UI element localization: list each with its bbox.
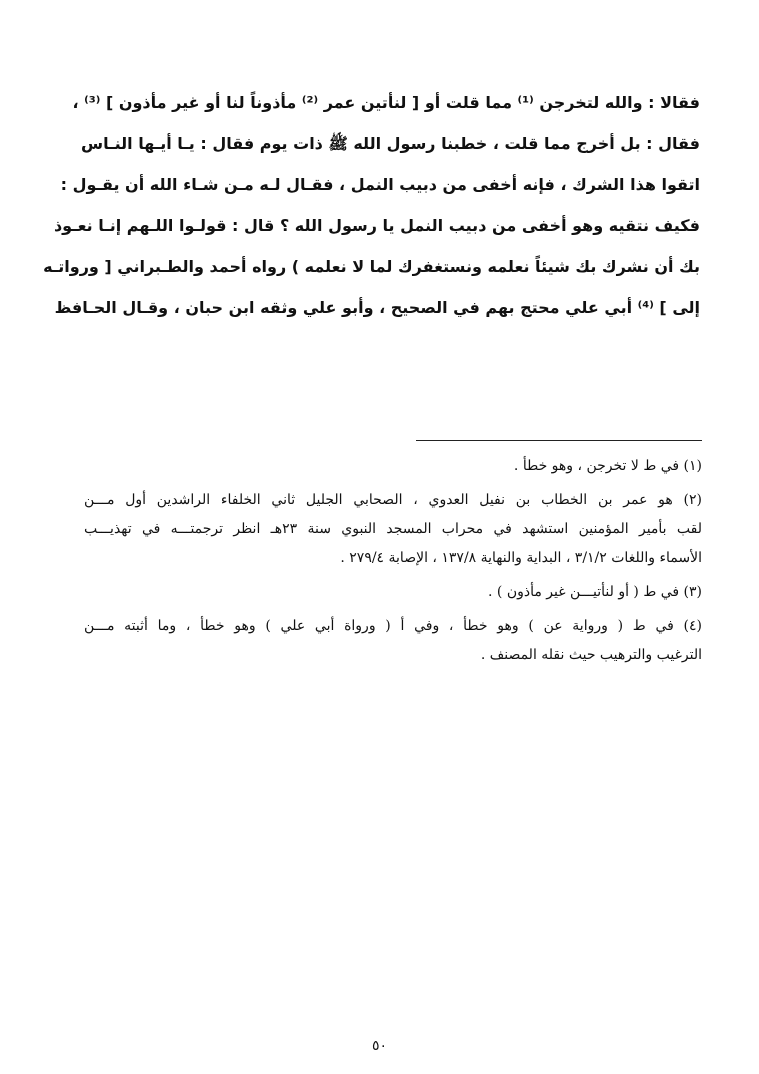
footnote-line: (٤) في ط ( ورواية عن ) وهو خطأ ، وفي أ ( ورواة أبي علي ) وهو خطأ ، وما أثبته مـــن — [84, 618, 702, 634]
footnote-1 — [84, 452, 702, 481]
main-text-line: بك أن نشرك بك شيئاً نعلمه ونستغفرك لما لا نعلمه ) رواه أحمد والطـبراني [ ورواتـه — [43, 257, 700, 276]
footnote-line: (١) في ط لا تخرجن ، وهو خطأ . — [513, 458, 702, 474]
footnote-line: الترغيب والترهيب حيث نقله المصنف . — [480, 647, 702, 663]
footnote-3 — [84, 578, 702, 607]
main-text-line: إلى ] ⁽⁴⁾ أبي علي محتج بهم في الصحيح ، وأبو علي وثقه ابن حبان ، وقـال الحـافظ — [54, 298, 700, 317]
footnotes-block — [84, 452, 702, 670]
main-text-line: فقالا : والله لتخرجن ⁽¹⁾ مما قلت أو [ لنأتين عمر ⁽²⁾ مأذوناً لنا أو غير مأذون ] ⁽³⁾ ، — [72, 93, 700, 112]
main-text-block — [43, 82, 700, 328]
footnote-line: الأسماء واللغات ٣/١/٢ ، البداية والنهاية ١٣٧/٨ ، الإصابة ٢٧٩/٤ . — [340, 550, 702, 566]
footnote-line: (٢) هو عمر بن الخطاب بن نفيل العدوي ، الصحابي الجليل ثاني الخلفاء الراشدين أول مـــن — [84, 492, 702, 508]
main-text-line: اتقوا هذا الشرك ، فإنه أخفى من دبيب النمل ، فقـال لـه مـن شـاء الله أن يقـول : — [60, 175, 700, 194]
footnote-separator — [416, 440, 702, 441]
main-text-line: فكيف نتقيه وهو أخفى من دبيب النمل يا رسول الله ؟ قال : قولـوا اللـهم إنـا نعـوذ — [53, 216, 700, 235]
footnote-4 — [84, 612, 702, 670]
footnote-2 — [84, 486, 702, 573]
main-text-line: فقال : بل أخرج مما قلت ، خطبنا رسول الله ﷺ ذات يوم فقال : يـا أيـها النـاس — [81, 134, 700, 153]
footnote-line: لقب بأمير المؤمنين استشهد في محراب المسجد النبوي سنة ٢٣هـ انظر ترجمتـــه في تهذيـــب — [84, 521, 702, 537]
footnote-line: (٣) في ط ( أو لنأتيـــن غير مأذون ) . — [488, 584, 702, 600]
page-number: ٥٠ — [371, 1038, 388, 1054]
